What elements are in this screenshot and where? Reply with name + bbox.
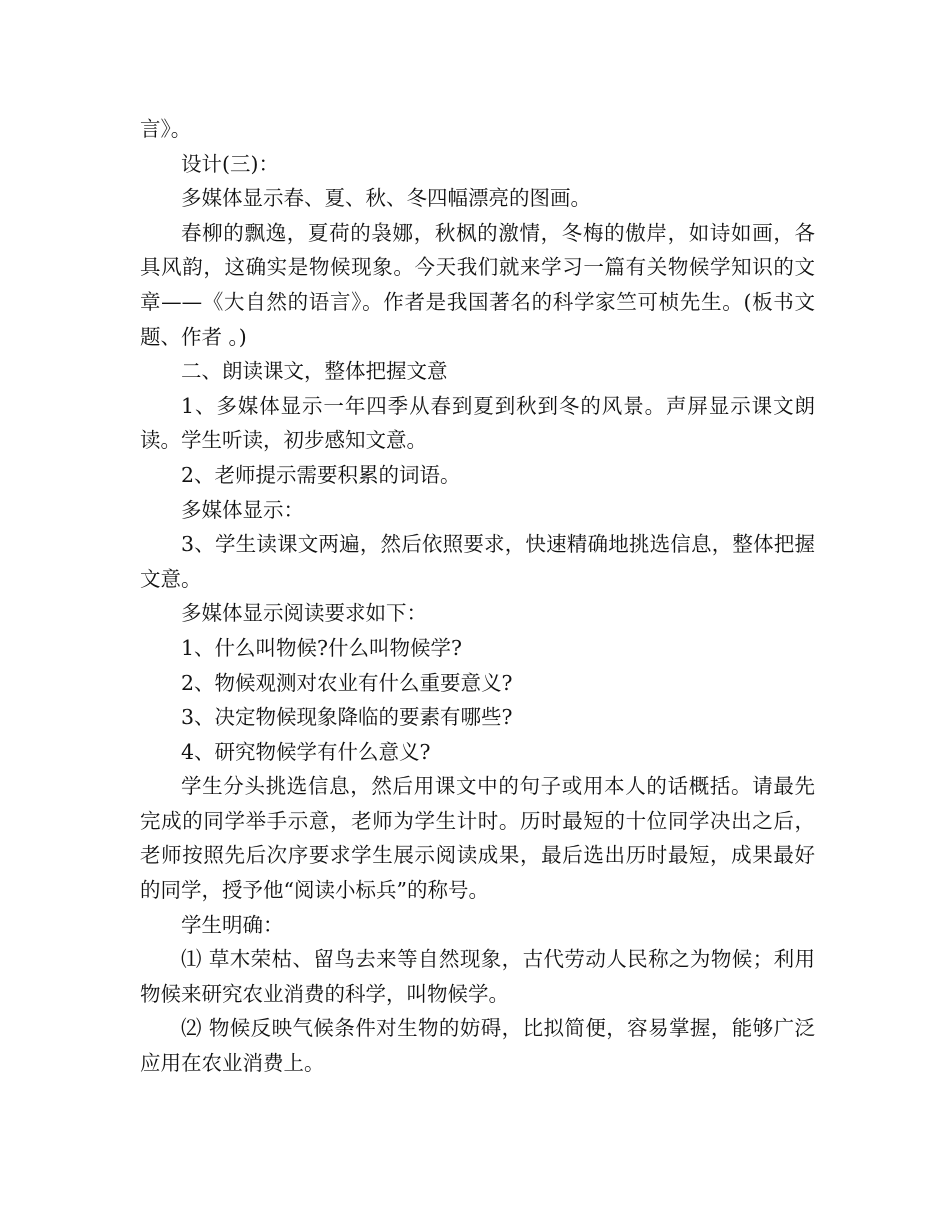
paragraph-multimedia-seasons: 多媒体显示春、夏、秋、冬四幅漂亮的图画。 — [181, 186, 591, 211]
paragraph-step-3: 3、学生读课文两遍，然后依照要求，快速精确地挑选信息，整体把握文意。 — [140, 532, 815, 591]
paragraph-title-continuation: 言》。 — [140, 117, 192, 141]
paragraph-design-heading: 设计(三)： — [181, 151, 279, 176]
question-4: 4、研究物候学有什么意义? — [181, 739, 431, 764]
document-body — [140, 112, 815, 1081]
question-3: 3、决定物候现象降临的要素有哪些? — [181, 705, 513, 730]
paragraph-step-1: 1、多媒体显示一年四季从春到夏到秋到冬的风景。声屏显示课文朗读。学生听读，初步感知文意。 — [140, 393, 815, 453]
paragraph-multimedia-display: 多媒体显示： — [181, 497, 304, 522]
answer-1: ⑴ 草木荣枯、留鸟去来等自然现象，古代劳动人民称之为物候；利用物候来研究农业消费的科学，叫物候学。 — [140, 947, 815, 1006]
answer-2: ⑵ 物候反映气候条件对生物的妨碍，比拟简便，容易掌握，能够广泛应用在农业消费上。 — [140, 1016, 815, 1076]
paragraph-step-2: 2、老师提示需要积累的词语。 — [181, 462, 461, 487]
question-1: 1、什么叫物候?什么叫物候学? — [181, 635, 463, 660]
paragraph-introduction: 春柳的飘逸，夏荷的袅娜，秋枫的激情，冬梅的傲岸，如诗如画，各具风韵，这确实是物候现象。今天我们就来学习一篇有关物候学知识的文章——《大自然的语言》。作者是我国著名的科学家竺可桢先生。(板书文题、作者 。) — [140, 220, 815, 349]
question-2: 2、物候观测对农业有什么重要意义? — [181, 670, 513, 695]
paragraph-student-activity: 学生分头挑选信息，然后用课文中的句子或用本人的话概括。请最先完成的同学举手示意，老师为学生计时。历时最短的十位同学决出之后，老师按照先后次序要求学生展示阅读成果，最后选出历时最短，成果最好的同学，授予他“阅读小标兵”的称号。 — [140, 774, 815, 903]
section-heading-reading: 二、朗读课文，整体把握文意 — [181, 359, 448, 384]
paragraph-reading-requirements: 多媒体显示阅读要求如下： — [181, 601, 427, 626]
paragraph-students-clarify: 学生明确： — [181, 912, 284, 937]
